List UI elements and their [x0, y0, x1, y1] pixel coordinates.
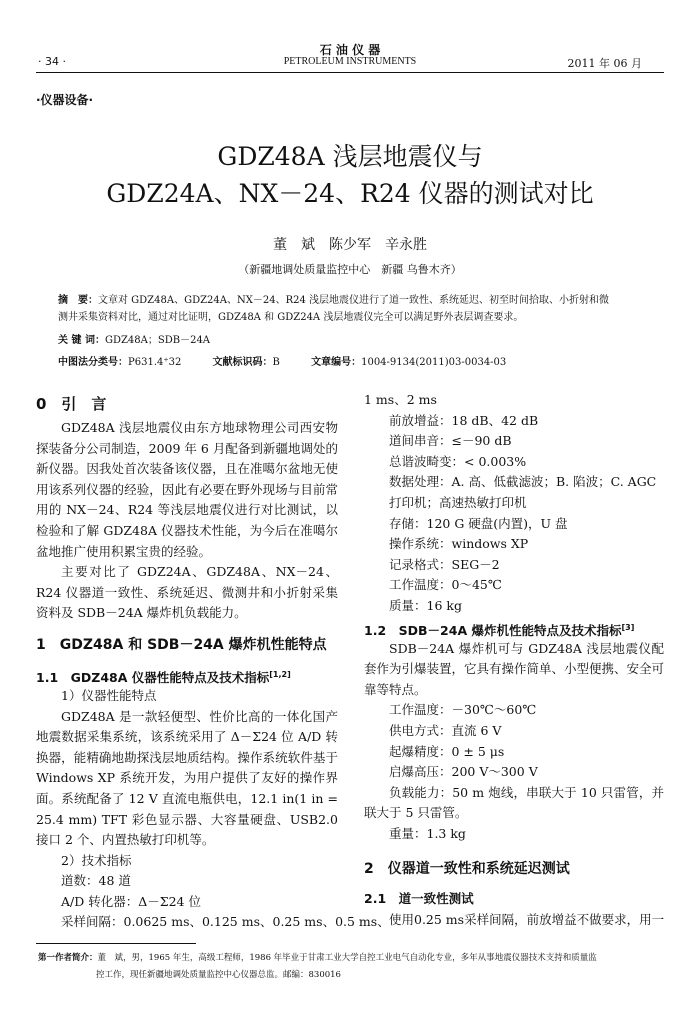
spec-printer: 打印机；高速热敏打印机: [389, 494, 527, 510]
classification: [58, 353, 506, 368]
spec-processing: 数据处理：A. 高、低截滤波；B. 陷波；C. AGC: [389, 474, 657, 490]
section-2-1-title: 2.1 道一致性测试: [364, 891, 474, 907]
sdb-voltage: 启爆高压：200 V～300 V: [389, 764, 538, 780]
section-0-title: 0 引 言: [36, 395, 107, 413]
abstract-line-1: 文章对 GDZ48A、GDZ24A、NX－24、R24 浅层地震仪进行了道一致性、系统延迟、初至时间拾取、小折射和微: [98, 295, 610, 306]
spec-sampling: 采样间隔：0.0625 ms、0.125 ms、0.25 ms、0.5 ms、: [61, 914, 390, 930]
abstract-label: 摘 要：: [58, 295, 98, 306]
section-1-2-ref: [3]: [621, 622, 635, 632]
spec-channels: 道数：48 道: [61, 873, 131, 889]
abstract: [58, 292, 664, 326]
footnote-label: 第一作者简介：: [38, 953, 98, 963]
keywords: [58, 331, 210, 346]
sdb-precision: 起爆精度：0 ± 5 μs: [389, 743, 505, 759]
perf-paragraph: GDZ48A 是一款轻便型、性价比高的一体化国产地震数据采集系统，该系统采用了 Δ－Σ24 位 A/D 转换器，能精确地勘探浅层地质结构。操作系统软件基于 Windows XP 系统开发，为用户提供了友好的操作界面。系统配备了 12 V 直流电瓶供电，12.1 in(1 in = 25.4 mm) TFT 彩色显示器、大容量硬盘、USB2.0 接口 2 个、内置热敏打印机等。: [36, 708, 338, 848]
right-column: [364, 390, 664, 931]
spec-gain: 前放增益：18 dB、42 dB: [389, 412, 539, 428]
intro-paragraph-2: 主要对比了 GDZ24A、GDZ48A、NX－24、R24 仪器道一致性、系统延迟、微测井和小折射采集资料及 SDB－24A 爆炸机负载能力。: [36, 564, 338, 621]
page-number: · 34 ·: [38, 55, 66, 68]
intro-paragraph-1: GDZ48A 浅层地震仪由东方地球物理公司西安物探装备分公司制造，2009 年 6 月配备到新疆地调处的新仪器。因我处首次装备该仪器，且在准噶尔盆地无使用该系列仪器的经验，因此有必要在野外现场与目前常用的 NX－24、R24 等浅层地震仪进行对比测试，以检验和了解 GDZ48A 仪器技术性能，为今后在准噶尔盆地推广使用积累宝贵的经验。: [36, 420, 338, 559]
footnote-line-2: 控工作，现任新疆地调处质量监控中心仪器总监。邮编：830016: [96, 970, 341, 980]
sdb-weight: 重量：1.3 kg: [389, 825, 466, 841]
spec-mass: 质量：16 kg: [389, 597, 462, 613]
sdb-temperature: 工作温度：－30℃～60℃: [389, 702, 537, 718]
spec-storage: 存储：120 G 硬盘(内置)，U 盘: [389, 515, 568, 531]
footnote-rule: [36, 943, 196, 944]
abstract-line-2: 测井采集资料对比，通过对比证明，GDZ48A 和 GDZ24A 浅层地震仪完全可以满足野外表层调查要求。: [58, 312, 524, 323]
spec-item-heading: 2）技术指标: [61, 852, 132, 868]
footnote: [38, 950, 664, 984]
spec-format: 记录格式：SEG－2: [389, 556, 500, 572]
spec-sampling-cont: 1 ms、2 ms: [364, 392, 437, 407]
spec-distortion: 总谐波畸变：< 0.003%: [389, 453, 527, 469]
doc-code-label: 文献标识码：: [212, 357, 273, 368]
title-line-2: GDZ24A、NX－24、R24 仪器的测试对比: [106, 179, 594, 208]
section-1-1-title: [36, 664, 338, 686]
clc-label: 中图法分类号：: [58, 357, 128, 368]
journal-name-en: PETROLEUM INSTRUMENTS: [283, 56, 417, 67]
section-2-1-paragraph: 使用0.25 ms采样间隔，前放增益不做要求，用一: [389, 912, 665, 928]
issue-date: 2011 年 06 月: [567, 57, 642, 70]
article-no-label: 文章编号：: [311, 357, 362, 368]
sdb-power: 供电方式：直流 6 V: [389, 722, 502, 738]
sdb-load: 负载能力：50 m 炮线，串联大于 10 只雷管，并联大于 5 只雷管。: [364, 784, 664, 821]
left-column: [36, 390, 390, 933]
keywords-value: GDZ48A；SDB－24A: [104, 335, 211, 346]
spec-crosstalk: 道间串音：≤－90 dB: [389, 433, 512, 449]
section-1-2-heading: 1.2 SDB－24A 爆炸机性能特点及技术指标: [364, 622, 622, 638]
authors: 董 斌 陈少军 辛永胜: [273, 237, 427, 253]
spec-os: 操作系统：windows XP: [389, 536, 529, 552]
section-1-1-heading: 1.1 GDZ48A 仪器性能特点及技术指标: [36, 670, 270, 686]
section-1-1-ref: [1,2]: [269, 669, 291, 679]
keywords-label: 关 键 词：: [58, 335, 105, 346]
perf-item-heading: 1）仪器性能特点: [61, 687, 157, 703]
sdb-paragraph: SDB－24A 爆炸机可与 GDZ48A 浅层地震仪配套作为引爆装置，它具有操作简单、小型便携、安全可靠等特点。: [364, 640, 665, 697]
spec-adc: A/D 转化器：Δ－Σ24 位: [61, 893, 201, 909]
title-line-1: GDZ48A 浅层地震仪与: [217, 142, 483, 171]
header-rule: [36, 72, 664, 73]
section-1-2-title: [364, 617, 664, 639]
footnote-line-1: 董 斌，男，1965 年生，高级工程师，1986 年毕业于甘肃工业大学自控工业电气自动化专业，多年从事地震仪器技术支持和质量监: [97, 953, 597, 963]
article-no-value: 1004-9134(2011)03-0034-03: [361, 357, 507, 368]
doc-code-value: B: [272, 357, 280, 368]
clc-value: P631.4⁺32: [128, 357, 182, 368]
spec-temperature: 工作温度：0～45℃: [389, 577, 502, 593]
journal-name-cn: 石 油 仪 器: [319, 43, 381, 57]
column-label: ·仪器设备·: [36, 93, 94, 107]
paper-title: [0, 138, 700, 212]
section-1-title: 1 GDZ48A 和 SDB－24A 爆炸机性能特点: [36, 636, 327, 653]
affiliation: （新疆地调处质量监控中心 新疆 乌鲁木齐）: [238, 263, 462, 276]
section-2-title: 2 仪器道一致性和系统延迟测试: [364, 861, 570, 878]
